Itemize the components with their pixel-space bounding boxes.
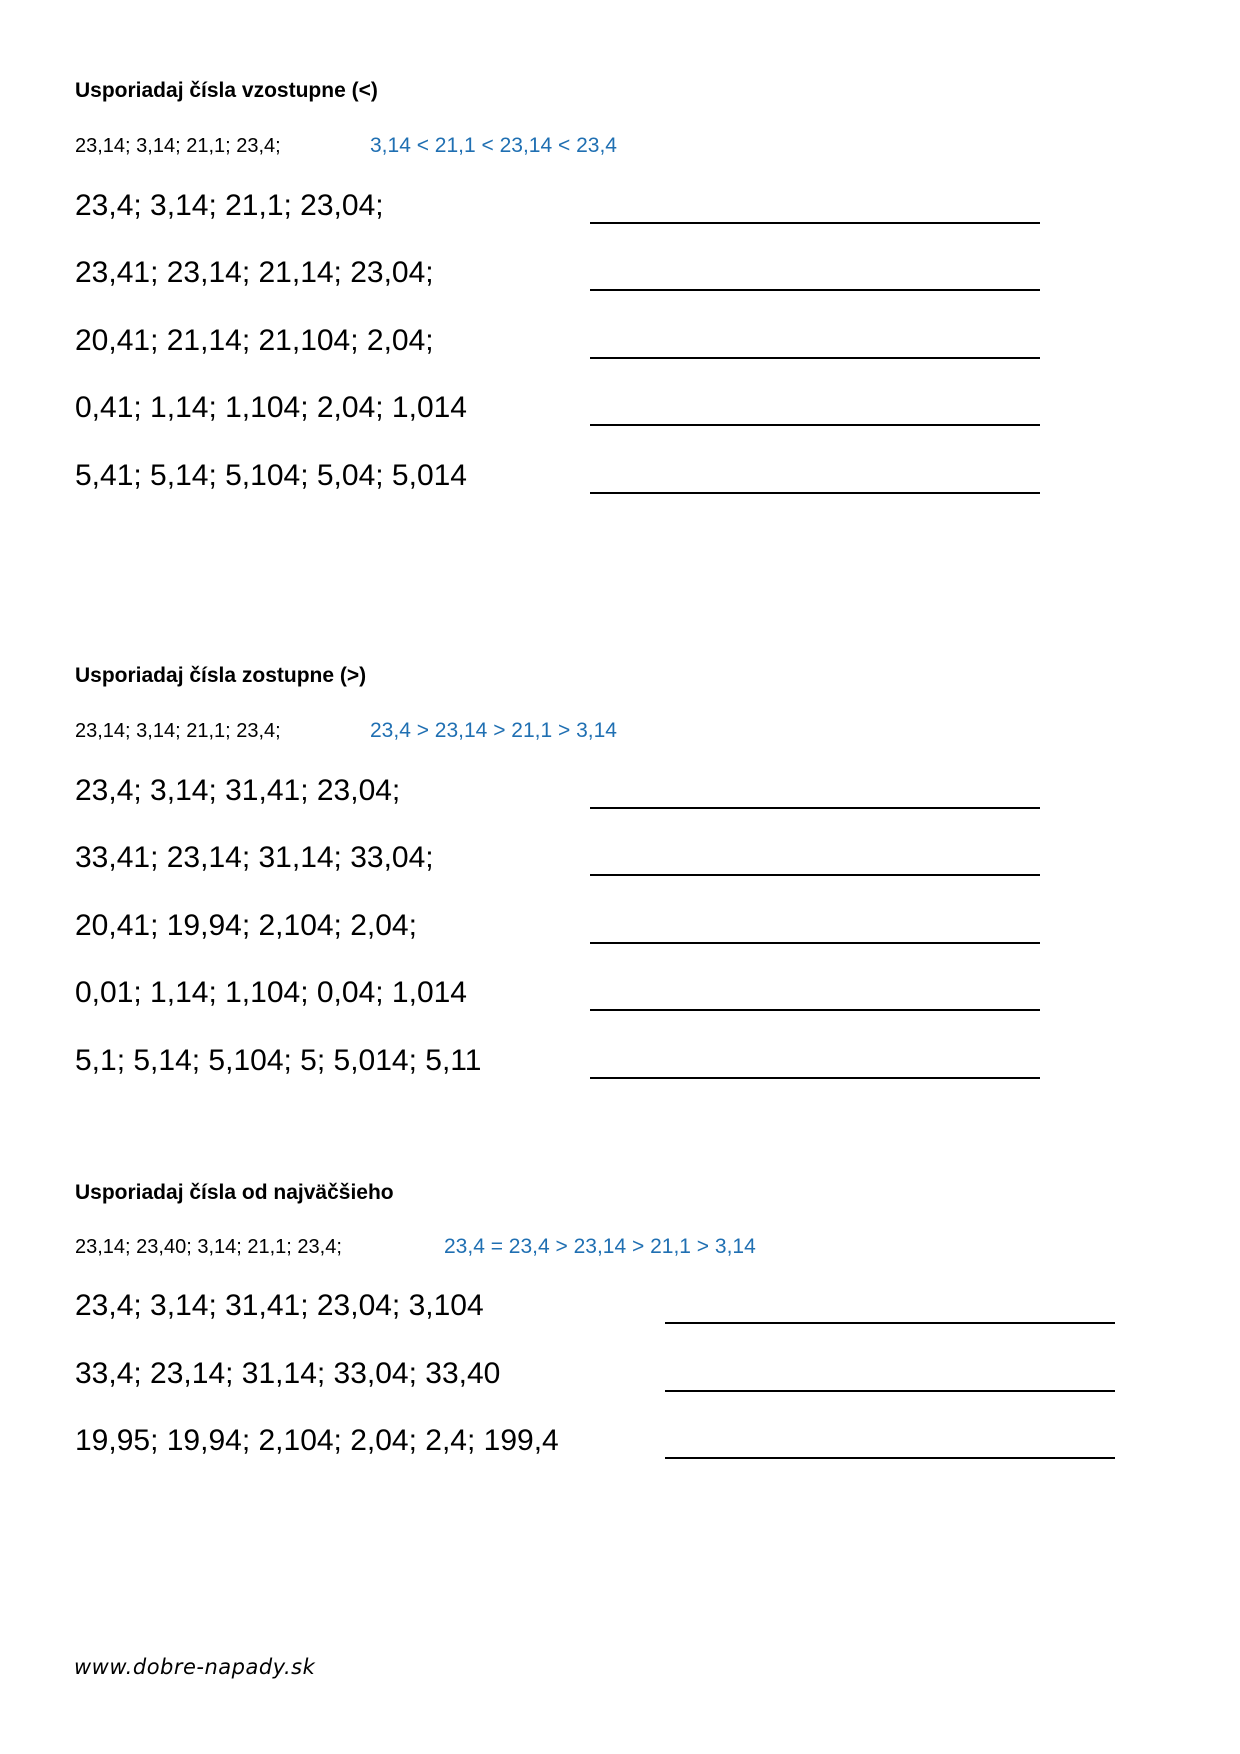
section-1-answer-line-1[interactable] bbox=[590, 222, 1040, 224]
section-2-task-2: 33,41; 23,14; 31,14; 33,04; bbox=[75, 841, 434, 874]
section-1-answer-line-5[interactable] bbox=[590, 492, 1040, 494]
section-2-answer-line-5[interactable] bbox=[590, 1077, 1040, 1079]
section-3-example-question: 23,14; 23,40; 3,14; 21,1; 23,4; bbox=[75, 1236, 342, 1258]
section-1-answer-line-2[interactable] bbox=[590, 289, 1040, 291]
section-3-task-1: 23,4; 3,14; 31,41; 23,04; 3,104 bbox=[75, 1289, 484, 1322]
section-2-answer-line-2[interactable] bbox=[590, 874, 1040, 876]
section-1-task-3: 20,41; 21,14; 21,104; 2,04; bbox=[75, 324, 434, 357]
section-2-example-answer: 23,4 > 23,14 > 21,1 > 3,14 bbox=[370, 719, 617, 742]
section-3-answer-line-3[interactable] bbox=[665, 1457, 1115, 1459]
section-2-example-question: 23,14; 3,14; 21,1; 23,4; bbox=[75, 720, 281, 742]
section-2-answer-line-1[interactable] bbox=[590, 807, 1040, 809]
section-1-answer-line-3[interactable] bbox=[590, 357, 1040, 359]
section-1-example-question: 23,14; 3,14; 21,1; 23,4; bbox=[75, 135, 281, 157]
section-3-task-3: 19,95; 19,94; 2,104; 2,04; 2,4; 199,4 bbox=[75, 1424, 559, 1457]
footer-website: www.dobre-napady.sk bbox=[74, 1655, 316, 1679]
section-1-heading: Usporiadaj čísla vzostupne (<) bbox=[75, 79, 378, 102]
section-3-answer-line-2[interactable] bbox=[665, 1390, 1115, 1392]
section-1-task-2: 23,41; 23,14; 21,14; 23,04; bbox=[75, 256, 434, 289]
section-2-answer-line-3[interactable] bbox=[590, 942, 1040, 944]
section-2-task-5: 5,1; 5,14; 5,104; 5; 5,014; 5,11 bbox=[75, 1044, 482, 1077]
section-2-answer-line-4[interactable] bbox=[590, 1009, 1040, 1011]
section-1-task-4: 0,41; 1,14; 1,104; 2,04; 1,014 bbox=[75, 391, 467, 424]
section-2-heading: Usporiadaj čísla zostupne (>) bbox=[75, 664, 367, 687]
section-1-task-5: 5,41; 5,14; 5,104; 5,04; 5,014 bbox=[75, 459, 467, 492]
section-1-answer-line-4[interactable] bbox=[590, 424, 1040, 426]
section-3-example-answer: 23,4 = 23,4 > 23,14 > 21,1 > 3,14 bbox=[444, 1235, 756, 1258]
section-1-task-1: 23,4; 3,14; 21,1; 23,04; bbox=[75, 189, 384, 222]
section-3-task-2: 33,4; 23,14; 31,14; 33,04; 33,40 bbox=[75, 1357, 501, 1390]
section-3-answer-line-1[interactable] bbox=[665, 1322, 1115, 1324]
section-2-task-1: 23,4; 3,14; 31,41; 23,04; bbox=[75, 774, 401, 807]
section-3-heading: Usporiadaj čísla od najväčšieho bbox=[75, 1181, 394, 1204]
section-2-task-4: 0,01; 1,14; 1,104; 0,04; 1,014 bbox=[75, 976, 467, 1009]
section-1-example-answer: 3,14 < 21,1 < 23,14 < 23,4 bbox=[370, 134, 617, 157]
section-2-task-3: 20,41; 19,94; 2,104; 2,04; bbox=[75, 909, 417, 942]
